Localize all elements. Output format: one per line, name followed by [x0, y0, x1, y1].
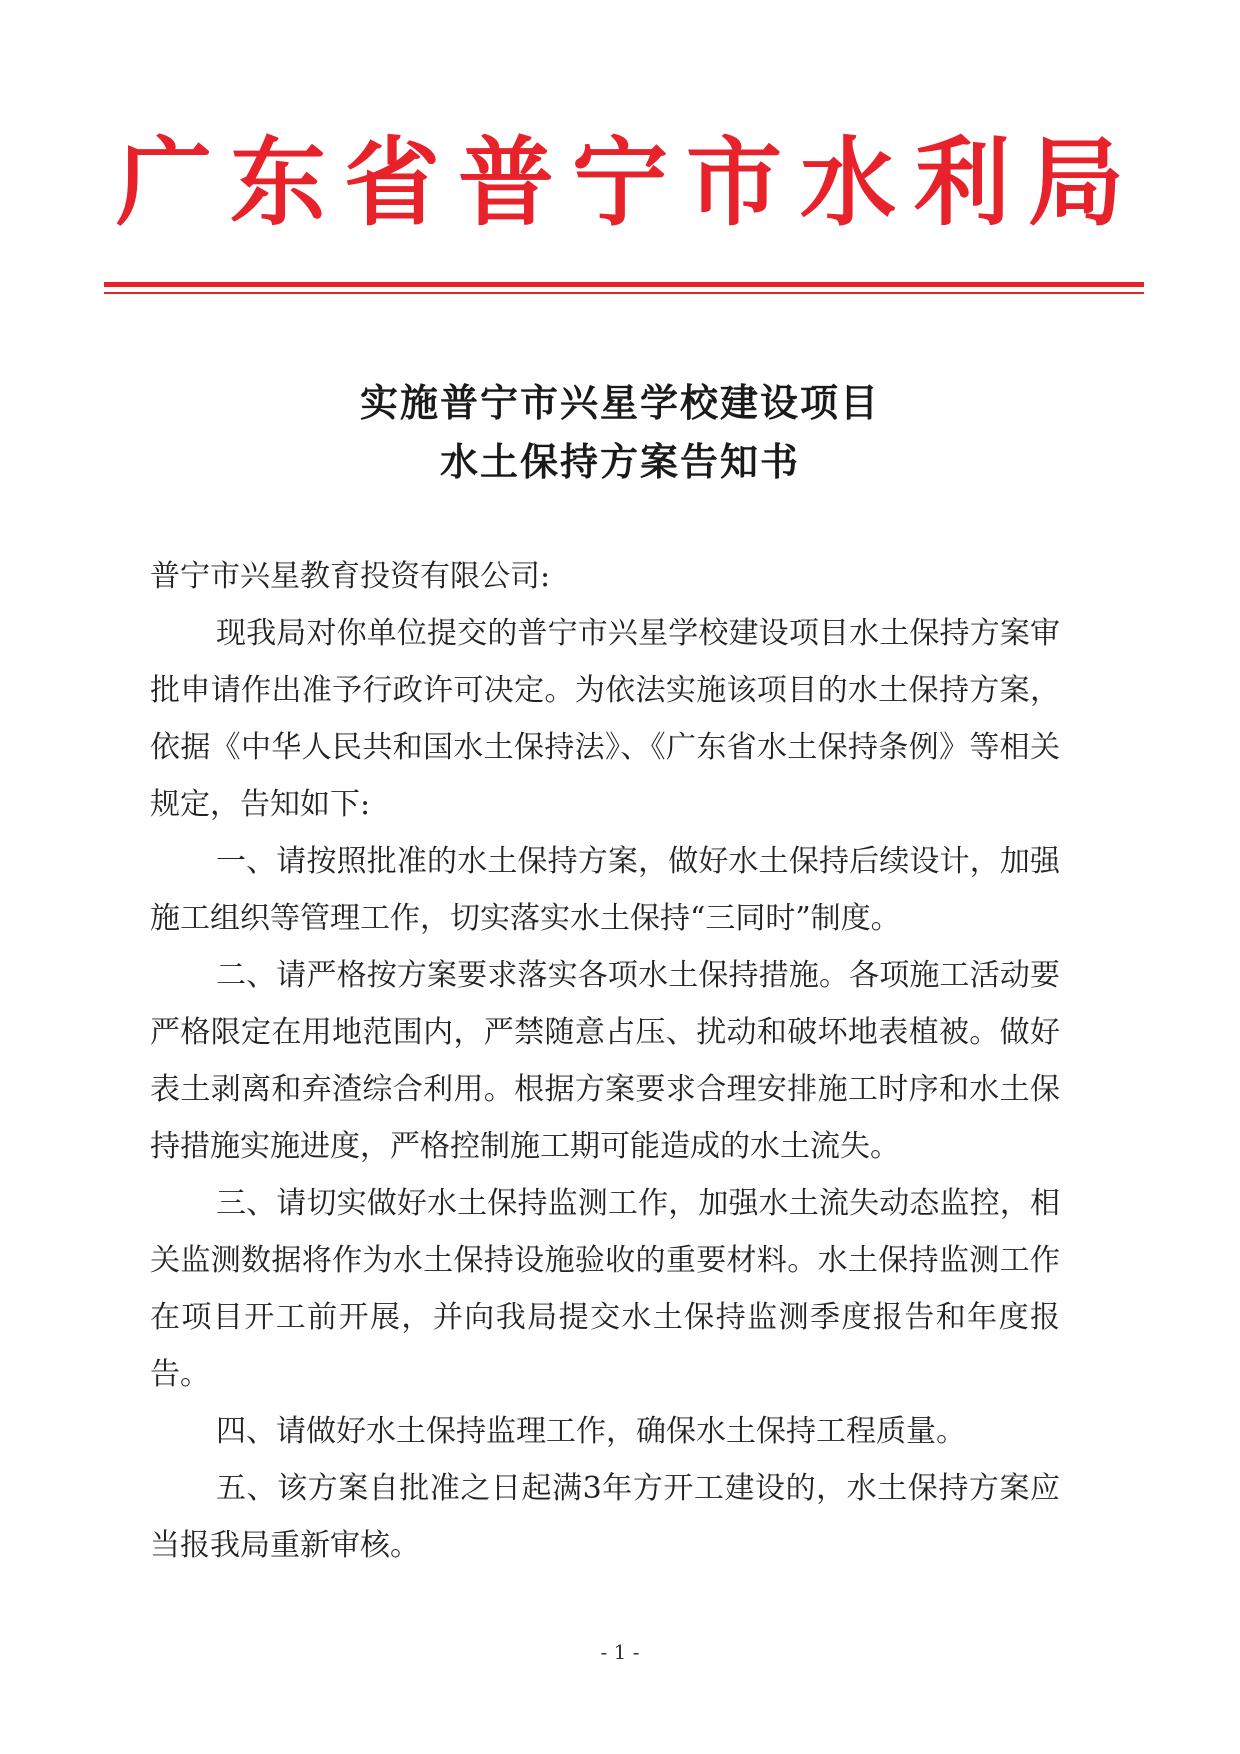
item-1-paragraph: 一、请按照批准的水土保持方案，做好水土保持后续设计，加强施工组织等管理工作，切实落实水土保持“三同时”制度。	[150, 844, 1060, 936]
page-number: - 1 -	[600, 1640, 640, 1664]
letterhead-org-name: 广东省普宁市水利局	[116, 127, 1142, 239]
item-2-paragraph: 二、请严格按方案要求落实各项水土保持措施。各项施工活动要严格限定在用地范围内，严禁随意占压、扰动和破坏地表植被。做好表土剥离和弃渣综合利用。根据方案要求合理安排施工时序和水土保持措施实施进度，严格控制施工期可能造成的水土流失。	[150, 958, 1060, 1164]
item-3-paragraph: 三、请切实做好水土保持监测工作，加强水土流失动态监控，相关监测数据将作为水土保持设施验收的重要材料。水土保持监测工作在项目开工前开展，并向我局提交水土保持监测季度报告和年度报告。	[150, 1186, 1060, 1392]
document-title-line-2: 水土保持方案告知书	[439, 439, 800, 484]
letterhead-rule-thick	[104, 282, 1144, 287]
item-5-paragraph: 五、该方案自批准之日起满3年方开工建设的，水土保持方案应当报我局重新审核。	[150, 1471, 1060, 1563]
document-title-line-1: 实施普宁市兴星学校建设项目	[359, 380, 880, 425]
addressee: 普宁市兴星教育投资有限公司:	[150, 559, 551, 594]
item-4-paragraph: 四、请做好水土保持监理工作，确保水土保持工程质量。	[216, 1414, 966, 1449]
document-body	[150, 548, 1060, 1574]
intro-paragraph: 现我局对你单位提交的普宁市兴星学校建设项目水土保持方案审批申请作出准予行政许可决定。为依法实施该项目的水土保持方案，依据《中华人民共和国水土保持法》、《广东省水土保持条例》等相关规定，告知如下:	[150, 616, 1060, 822]
letterhead-rule-thin	[104, 292, 1144, 294]
